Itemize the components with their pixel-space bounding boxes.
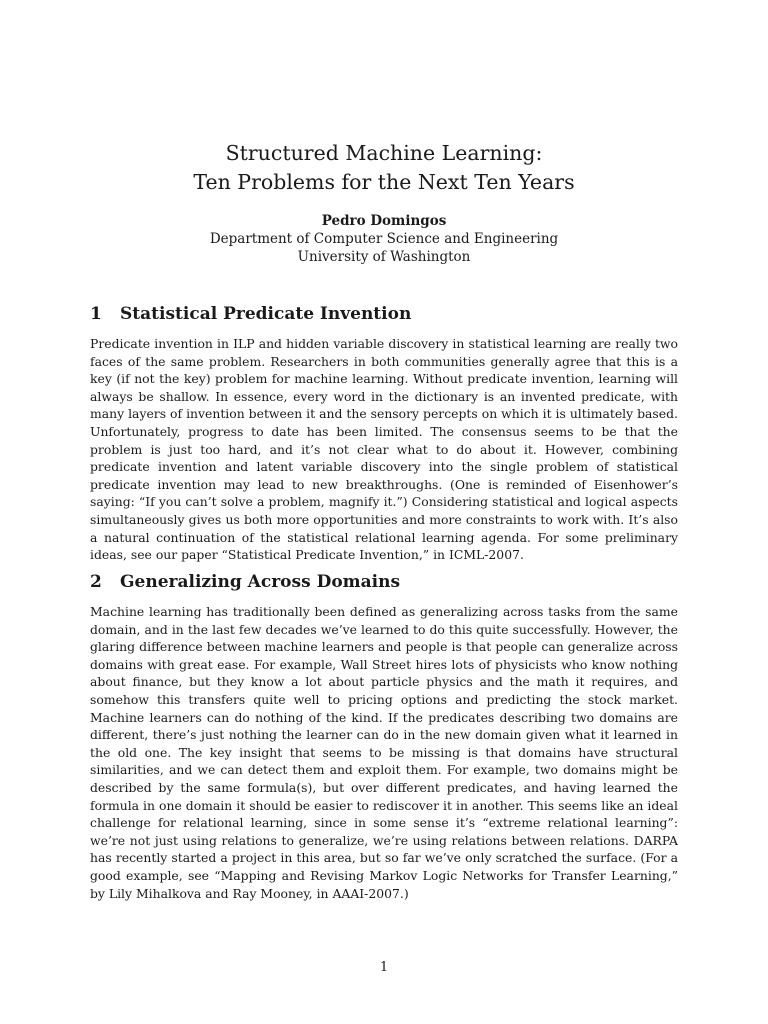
- section-number: 2: [90, 572, 102, 592]
- title-line-1: Structured Machine Learning:: [225, 141, 543, 165]
- paragraph: Machine learning has traditionally been defined as generalizing across tasks from the same domain, and in the last few decades we’ve learned to do this quite successfully. However, the glaring difference between machine learners and people is that people can generalize across domains with great ease. For example, Wall Street hires lots of physicists who know nothing about finance, but they know a lot about particle physics and the math it requires, and somehow this transfers quite well to pricing options and predicting the stock market. Machine learners can do nothing of the kind. If the predicates describing two domains are different, there’s just nothing the learner can do in the new domain given what it learned in the old one. The key insight that seems to be missing is that domains have structural similarities, and we can detect them and exploit them. For example, two domains might be described by the same formula(s), but over different predicates, and having learned the formula in one domain it should be easier to rediscover it in another. This seems like an ideal challenge for relational learning, since in some sense it’s “extreme relational learning”: we’re not just using relations to generalize, we’re using relations between relations. DARPA has recently started a project in this area, but so far we’ve only scratched the surface. (For a good example, see “Mapping and Revising Markov Logic Networks for Transfer Learning,” by Lily Mihalkova and Ray Mooney, in AAAI-2007.): [90, 604, 678, 901]
- section-title: Statistical Predicate Invention: [120, 304, 412, 324]
- affiliation-department: Department of Computer Science and Engineering: [209, 231, 559, 247]
- paragraph: Predicate invention in ILP and hidden variable discovery in statistical learning are really two faces of the same problem. Researchers in both communities generally agree that this is a key (if not the key) problem for machine learning. Without predicate invention, learning will always be shallow. In essence, every word in the dictionary is an invented predicate, with many layers of invention between it and the sensory percepts on which it is ultimately based. Unfortunately, progress to date has been limited. The consensus seems to be that the problem is just too hard, and it’s not clear what to do about it. However, combining predicate invention and latent variable discovery into the single problem of statistical predicate invention may lead to new breakthroughs. (One is reminded of Eisenhower’s saying: “If you can’t solve a problem, magnify it.”) Considering statistical and logical aspects simultaneously gives us both more opportunities and more constraints to work with. It’s also a natural continuation of the statistical relational learning agenda. For some preliminary ideas, see our paper “Statistical Predicate Invention,” in ICML-2007.: [90, 336, 678, 563]
- title-line-2: Ten Problems for the Next Ten Years: [193, 170, 575, 194]
- author-name: Pedro Domingos: [321, 213, 447, 229]
- affiliation-university: University of Washington: [297, 249, 471, 265]
- section-body-2: [90, 603, 678, 902]
- section-heading-1: [90, 303, 411, 325]
- paper-title: [0, 139, 768, 197]
- section-title: Generalizing Across Domains: [120, 572, 401, 592]
- section-heading-2: [90, 571, 400, 593]
- page-number: 1: [379, 960, 389, 975]
- section-number: 1: [90, 304, 102, 324]
- author-block: [0, 212, 768, 266]
- section-body-1: [90, 335, 678, 564]
